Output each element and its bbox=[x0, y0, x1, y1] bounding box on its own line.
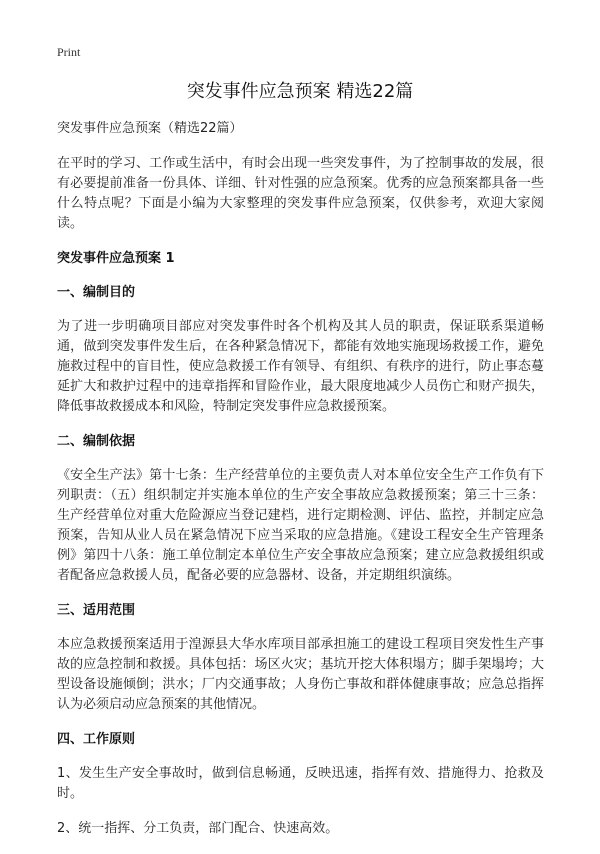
principle-item-2: 2、统一指挥、分工负责，部门配合、快速高效。 bbox=[57, 821, 339, 836]
principle-item-1: 1、发生生产安全事故时，做到信息畅通，反映迅速，指挥有效、措施得力、抢救及时。 bbox=[57, 766, 544, 801]
section-heading-principles: 四、工作原则 bbox=[57, 732, 136, 747]
section-text-basis: 《安全生产法》第十七条：生产经营单位的主要负责人对本单位安全生产工作负有下列职责：（五）组织制定并实施本单位的生产安全事故应急救援预案；第三十三条：生产经营单位对重大危险源应当登记建档，进行定期检测、评估、监控，并制定应急预案，告知从业人员在紧急情况下应当采取的应急措施。《建设工程安全生产管理条例》第四十八条：施工单位制定本单位生产安全事故应急预案；建立应急救援组织或者配备应急救援人员，配备必要的应急器材、设备，并定期组织演练。 bbox=[57, 468, 544, 583]
document-body bbox=[57, 119, 544, 854]
document-subtitle: 突发事件应急预案（精选22篇） bbox=[57, 121, 243, 136]
section-text-purpose: 为了进一步明确项目部应对突发事件时各个机构及其人员的职责，保证联系渠道畅通，做到突发事件发生后，在各种紧急情况下，都能有效地实施现场救援工作，避免施救过程中的盲目性，使应急救援工作有领导、有组织、有秩序的进行，防止事态蔓延扩大和救护过程中的违章指挥和冒险作业，最大限度地减少人员伤亡和财产损失，降低事故救援成本和风险，特制定突发事件应急救援预案。 bbox=[57, 319, 544, 414]
print-label[interactable]: Print bbox=[57, 45, 81, 59]
section-heading-basis: 二、编制依据 bbox=[57, 434, 136, 449]
document-title: 突发事件应急预案 精选22篇 bbox=[186, 81, 414, 102]
plan-heading: 突发事件应急预案 1 bbox=[57, 251, 175, 266]
section-heading-purpose: 一、编制目的 bbox=[57, 285, 136, 300]
intro-paragraph: 在平时的学习、工作或生活中，有时会出现一些突发事件，为了控制事故的发展，很有必要提前准备一份具体、详细、针对性强的应急预案。优秀的应急预案都具备一些什么特点呢？下面是小编为大家整理的突发事件应急预案，仅供参考，欢迎大家阅读。 bbox=[57, 156, 544, 231]
section-heading-scope: 三、适用范围 bbox=[57, 603, 136, 618]
section-text-scope: 本应急救援预案适用于湟源县大华水库项目部承担施工的建设工程项目突发性生产事故的应急控制和救援。具体包括：场区火灾；基坑开挖大体积塌方；脚手架塌垮；大型设备设施倾倒；洪水；厂内交通事故；人身伤亡事故和群体健康事故；应急总指挥认为必须启动应急预案的其他情况。 bbox=[57, 637, 544, 712]
